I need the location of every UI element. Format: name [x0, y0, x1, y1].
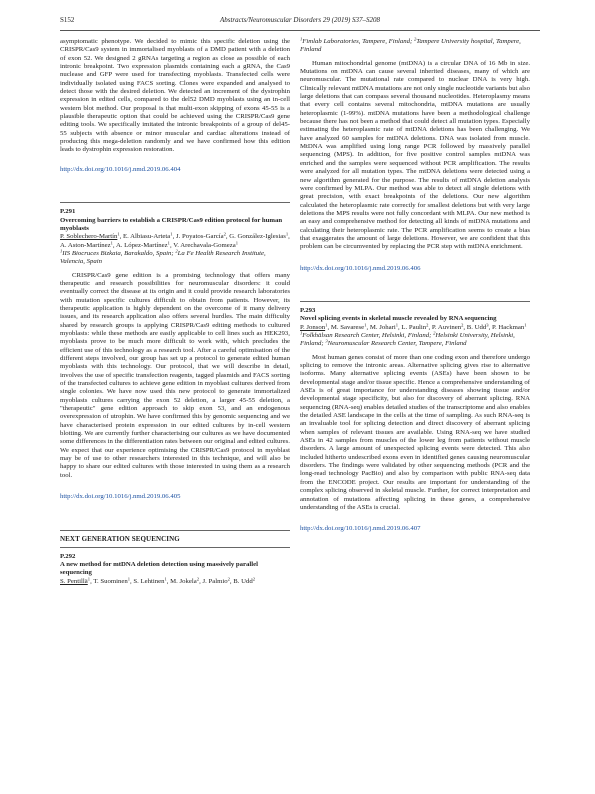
affiliation-text: IIS Biocruces Bizkaia, Barakaldo, Spain;: [62, 249, 174, 257]
affiliation-text: Neuromuscular Research Center, Tampere, Finland: [327, 340, 467, 348]
author-name: E. Albiasu-Arteta: [123, 233, 171, 241]
author-list: S. Pentillä$^1$, T. Suominen$^1$, S. Lehtinen$^1$, M. Jokela$^2$, J. Palmio$^2$, B. Udd$^2$: [60, 575, 256, 585]
article-number: P.291: [60, 208, 76, 216]
author-affiliation-mark: 1: [524, 322, 527, 328]
author-affiliation-mark: 1: [364, 322, 367, 328]
affiliation-list-292: [300, 38, 530, 55]
author-name: M. Jokela: [170, 577, 197, 585]
affiliation-mark: 1: [60, 248, 63, 254]
affiliation-mark: 3: [325, 338, 328, 344]
author-name: A. López-Martínez: [115, 241, 168, 249]
author-name: G. González-Iglesias: [229, 233, 286, 241]
doi-link-406[interactable]: http://dx.doi.org/10.1016/j.nmd.2019.06.406: [300, 264, 421, 272]
author-name: A. Aston-Martínez: [60, 241, 111, 249]
affiliation-text: Folkhälsan Research Center, Helsinki, Finland;: [302, 331, 432, 339]
article-p291: [60, 208, 290, 501]
author-affiliation-mark: 2: [252, 575, 256, 581]
affiliation-list: [60, 250, 290, 267]
article-number: P.293: [300, 306, 316, 314]
journal-citation: Abstracts/Neuromuscular Disorders 29 (2019) S37–S208: [219, 16, 381, 24]
author-affiliation-mark: 1: [110, 239, 113, 245]
affiliation-text: Fimlab Laboratories, Tampere, Finland;: [302, 38, 413, 45]
affiliation-mark: 2: [175, 248, 178, 254]
affiliation-mark: 1: [300, 330, 303, 336]
article-p293: [300, 307, 530, 534]
continuation-paragraph: asymptomatic phenotype. We decided to mimic this specific deletion using the CRISPR/Cas9 system in immortalised myoblasts of a DMD patient with a deletion of exon 52. We designed 2 gRNAs targeting a region as close as possible of each intronic breakpoint. Two expression plasmids containing each a gRNA, the Cas9 nuclease and GFP were used for transfecting myoblasts. Transfected cells were individually isolated using FACS sorting. Clones were expanded and analysed to detect those with the desired deletion. We detected an increment of the dystrophin expression in edited cells, compared to the del52 DMD myoblasts using an in-cell western blot method. Our proposal is that multi-exon skipping of exons 45-55 is a plausible therapeutic option that could be achieved using the CRISPR/Cas9 gene editing tools. We specifically imitated the intronic breakpoints of a group of del45-55 subjects with absence or minor muscular and cardiac alterations instead of producing this mega-deletion randomly and we have confirmed how this edition leads to dystrophin expression restoration.: [60, 38, 290, 154]
affiliation-mark: 2: [413, 36, 417, 42]
author-name: P. Jonson: [300, 323, 326, 331]
author-affiliation-mark: 1: [285, 231, 289, 237]
author-affiliation-mark: 1: [87, 575, 91, 581]
author-name: S. Lehtinen: [133, 577, 165, 585]
doi-link-404[interactable]: http://dx.doi.org/10.1016/j.nmd.2019.06.404: [60, 165, 181, 173]
left-column: [60, 38, 290, 586]
abstract-body: CRISPR/Cas9 gene edition is a promising technology that offers many therapeutic and research possibilities for neuromuscular disorders: it could eventually correct the disease at its origin and it could provide research laboratories with mutation specific cultures difficult to obtain from patients. However, its therapeutic application is highly dependent on the overcome of it many delivery issues, and its research application also offers several hurdles. The main difficulty shared by research groups is applying CRISPR/Cas9 editing methods to cultured myoblasts: while these methods are easily applicable to cell lines such as HEK293, myoblasts prove to be much more difficult to work with, which precludes the efficient use of this technology as a research tool. After a careful optimisation of the different steps involved, our group has set up a protocol to generate edited human myoblasts with this technology. Our protocol, that we will describe in detail, involves the use of specific transfection reagents, tagged plasmids and FACS sorting of the transfected cultures to achieve gene edition in myoblast cultures derived from single colonies. We have now used this new protocol to generate immortalized myoblasts cultures carrying the exon 52 deletion, a larger 45-55 deletion, a "therapeutic" gene edition approach to skip exon 53, and an endogenous overexpression of utrophin. We have confirmed this by genomic sequencing and we have characterised protein expression in our edited cultures by in-cell western blotting. We are currently further characterising our cultures as we have documented some differences in the differentiation rates between our original and edited cultures. We expect that our experience optimising the CRISPR/Cas9 protocol in myoblast may be of use to other researchers interested in this technique, and will also be happy to share our edited cultures with those interested in using them as a research tool.: [60, 271, 290, 479]
affiliation-mark: 1: [300, 36, 303, 42]
affiliation-text: La Fe Health Research Institute, Valencia, Spain: [60, 249, 266, 266]
affiliation-list: [300, 332, 530, 349]
author-affiliation-mark: 1: [325, 322, 328, 328]
author-name: J. Poyatos-García: [175, 233, 224, 241]
author-name: S. Pentillä: [60, 577, 88, 585]
author-name: M. Savarese: [330, 323, 365, 331]
author-name: P. Soblechero-Martín: [60, 233, 118, 241]
affiliation-mark: 2: [433, 330, 436, 336]
author-affiliation-mark: 2: [223, 231, 226, 237]
article-title: Overcoming barriers to establish a CRISPR/Cas9 edition protocol for human myoblasts: [60, 216, 283, 232]
author-affiliation-mark: 1: [164, 575, 167, 581]
abstract-body-292: Human mitochondrial genome (mtDNA) is a circular DNA of 16 Mb in size. Mutations on mtDNA can cause several inherited diseases, many of which are neuromuscular. The mutational rate compared to nuclear DNA is very high. Clinically relevant mtDNA mutations are not only single nucleotide variants but also large deletions that can compass several thousand nucleotides. Heteroplasmy means that every cell contains several mitochondria, mtDNA mutations are usually heteroplasmic (1-99%). mtDNA mutations have been a methodological challenge because there has not been a method that could detect all mutation types. Especially estimating the heteroplasmic rate of mtDNA deletions has been challenging. We have analyzed 60 samples for mtDNA deletions. DNA was isolated from muscle. MtDNA was amplified using long range PCR followed by massively parallel sequencing (MPS). In addition, for five positive control samples mtDNA was enriched and the samples were sequenced without PCR amplification. The results were analyzed for all mutation types. The mtDNA deletions were detected using a new algorithm generated for the purpose. The results of mtDNA deletion analysis were confirmed by MLPA. Our method was able to detect all single deletions with great precision, with exact breakpoints of the deletions. Our new algorithm calculated the heteroplasmic rate correctly for smallest deletions but with very large deletions the MPS results were not fully concordant with MLPA. Our new method is an easy and comprehensive method for detecting all kinds of mtDNA mutations and calculating their heteroplasmic rate. The PCR amplification seems to create a bias that exaggerates the amount of large deletions. However, we are confident that this problem can be circumvented by replacing the PCR step with mtDNA enrichment.: [300, 59, 530, 251]
author-affiliation-mark: 1: [117, 231, 120, 237]
abstract-body: Most human genes consist of more than one coding exon and therefore undergo splicing to remove the intronic areas. Alternative splicing gives rise to alternative isoforms. Many alternative splicing events (ASEs) have been shown to be developmental stage and/or tissue specific. Hence a comprehensive understanding of ASEs is of great importance for understanding diseases showing tissue and/or developmental stage specificity, but also for discovery of aberrant splicing. RNA sequencing (RNA-seq) enables detailed studies of the transcriptome and also enables the detailed ASE landscape in the cells at the time of sampling. As such RNA-seq is an invaluable tool for splicing detection and direct discovery of aberrant splicing when samples of relevant tissues are available. Using RNA-seq we have studied ASEs in 42 samples from muscles of the lower leg from patients without muscle disorders. A large amount of unexpected splicing events were detected. This also included hitherto undescribed exons even in identified genes causing neuromuscular disorders. The findings were validated by other sequencing methods (PCR and the long-read technology PacBio) and also by comparison with public RNA-seq data from the ENCODE project. Our results are important for understanding of the complex splicing observed in skeletal muscle. Further, for correct interpretation and annotation of mutations affecting splicing in these genes, a comprehensive understanding of the ASEs is crucial.: [300, 353, 530, 511]
author-affiliation-mark: 2: [461, 322, 464, 328]
author-name: V. Arechavala-Gomeza: [173, 241, 236, 249]
author-name: P. Hackman: [491, 323, 525, 331]
author-affiliation-mark: 2: [426, 322, 429, 328]
author-name: B. Udd: [233, 577, 253, 585]
running-header: [60, 16, 540, 28]
author-name: J. Palmio: [202, 577, 228, 585]
doi-link-405[interactable]: http://dx.doi.org/10.1016/j.nmd.2019.06.405: [60, 493, 181, 501]
affiliation-text: Helsinki University, Helsinki, Finland;: [300, 331, 515, 348]
right-column: [300, 38, 530, 534]
author-affiliation-mark: 1: [170, 231, 173, 237]
author-affiliation-mark: 1: [127, 575, 130, 581]
article-p292: [60, 553, 290, 586]
page-number: S152: [60, 16, 75, 24]
author-affiliation-mark: 1: [235, 239, 239, 245]
article-number: P.292: [60, 552, 76, 560]
author-affiliation-mark: 1: [395, 322, 399, 328]
author-name: P. Auvinen: [431, 323, 462, 331]
author-list: P. Soblechero-Martín$^1$, E. Albiasu-Arteta$^1$, J. Poyatos-García$^2$, G. González-Iglesias$^1$, A. Aston-Martínez$^1$, A. López-Martínez$^1$, V. Arechavala-Gomeza$^1$: [60, 231, 290, 249]
article-title: Novel splicing events in skeletal muscle revealed by RNA sequencing: [300, 315, 497, 323]
author-affiliation-mark: 2: [227, 575, 230, 581]
author-affiliation-mark: 1: [167, 239, 170, 245]
section-heading: NEXT GENERATION SEQUENCING: [60, 534, 180, 543]
author-name: L. Paulin: [401, 323, 427, 331]
author-list: P. Jonson$^1$, M. Savarese$^1$, M. Johari$^1$, L. Paulin$^2$, P. Auvinen$^2$, B. Udd$^3$, P. Hackman$^1$: [300, 322, 527, 331]
article-title: A new method for mtDNA deletion detection using massively parallel sequencing: [60, 560, 259, 577]
author-name: M. Johari: [369, 323, 396, 331]
author-name: T. Suominen: [93, 577, 128, 585]
affiliation-text: Tampere University hospital, Tampere, Finland: [300, 38, 521, 54]
doi-link-407[interactable]: http://dx.doi.org/10.1016/j.nmd.2019.06.407: [300, 525, 421, 533]
author-name: B. Udd: [466, 323, 487, 331]
author-affiliation-mark: 2: [196, 575, 200, 581]
header-rule: [60, 30, 540, 31]
author-affiliation-mark: 3: [486, 322, 489, 328]
